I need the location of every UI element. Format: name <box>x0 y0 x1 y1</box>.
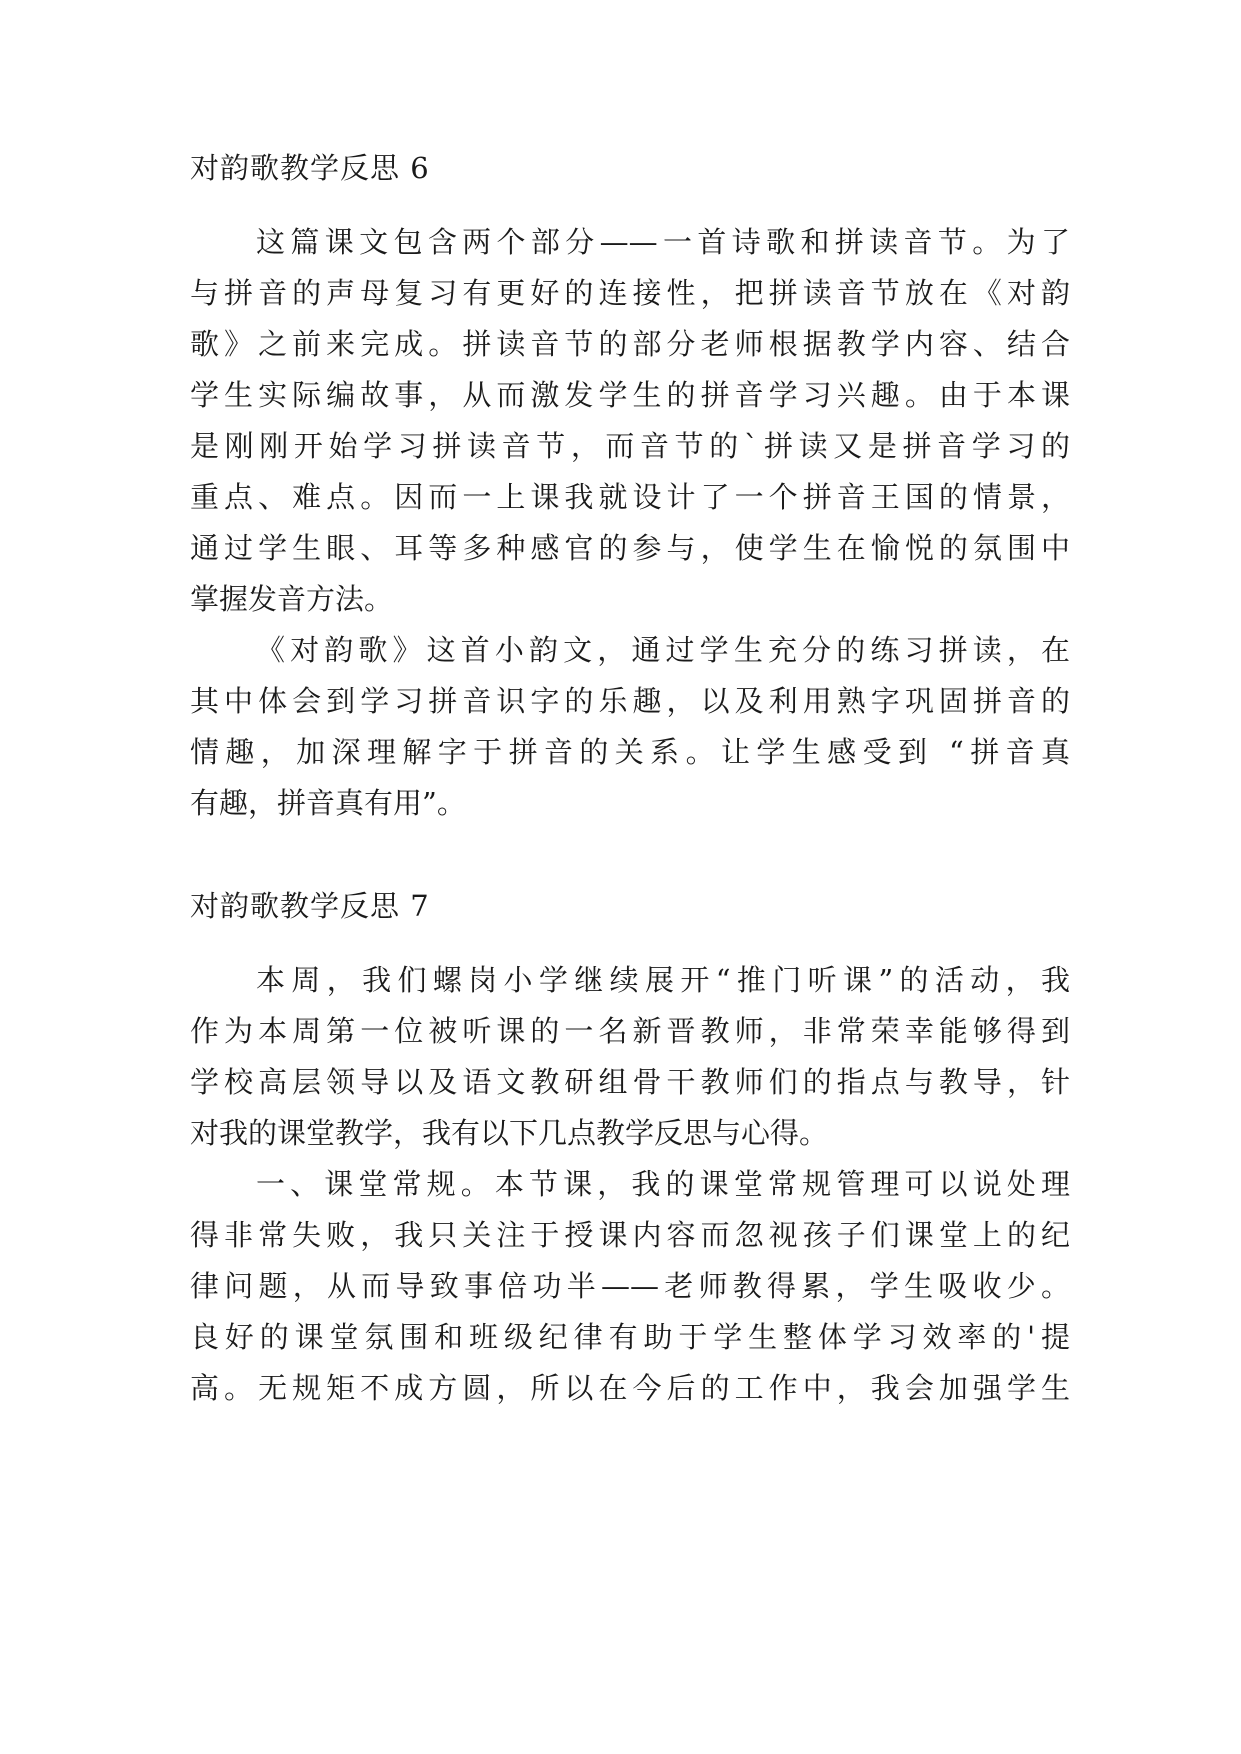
paragraph-line: 良好的课堂氛围和班级纪律有助于学生整体学习效率的'提 <box>190 1320 1070 1354</box>
section-heading: 对韵歌教学反思 7 <box>190 889 430 923</box>
paragraph-line: 这篇课文包含两个部分——一首诗歌和拼读音节。为了 <box>256 225 1070 259</box>
paragraph-line: 学生实际编故事，从而激发学生的拼音学习兴趣。由于本课 <box>190 378 1070 412</box>
paragraph-line: 情趣，加深理解字于拼音的关系。让学生感受到 “拼音真 <box>190 735 1070 769</box>
paragraph-line: 其中体会到学习拼音识字的乐趣，以及利用熟字巩固拼音的 <box>190 684 1070 718</box>
paragraph-line: 掌握发音方法。 <box>190 582 394 616</box>
paragraph-line: 歌》之前来完成。拼读音节的部分老师根据教学内容、结合 <box>190 327 1070 361</box>
paragraph-line: 高。无规矩不成方圆，所以在今后的工作中，我会加强学生 <box>190 1371 1070 1405</box>
paragraph-line: 与拼音的声母复习有更好的连接性，把拼读音节放在《对韵 <box>190 276 1070 310</box>
paragraph-line: 律问题，从而导致事倍功半——老师教得累，学生吸收少。 <box>190 1269 1070 1303</box>
paragraph-line: 本周，我们螺岗小学继续展开“推门听课”的活动，我 <box>256 963 1070 997</box>
paragraph-line: 《对韵歌》这首小韵文，通过学生充分的练习拼读，在 <box>256 633 1070 667</box>
paragraph-line: 重点、难点。因而一上课我就设计了一个拼音王国的情景， <box>190 480 1070 514</box>
paragraph-line: 得非常失败，我只关注于授课内容而忽视孩子们课堂上的纪 <box>190 1218 1070 1252</box>
section-heading: 对韵歌教学反思 6 <box>190 151 430 185</box>
paragraph-line: 作为本周第一位被听课的一名新晋教师，非常荣幸能够得到 <box>190 1014 1070 1048</box>
paragraph-line: 有趣，拼音真有用”。 <box>190 786 466 820</box>
paragraph-line: 通过学生眼、耳等多种感官的参与，使学生在愉悦的氛围中 <box>190 531 1070 565</box>
paragraph-line: 学校高层领导以及语文教研组骨干教师们的指点与教导，针 <box>190 1065 1070 1099</box>
paragraph-line: 对我的课堂教学，我有以下几点教学反思与心得。 <box>190 1116 829 1150</box>
paragraph-line: 是刚刚开始学习拼读音节，而音节的`拼读又是拼音学习的 <box>190 429 1070 463</box>
paragraph-line: 一、课堂常规。本节课，我的课堂常规管理可以说处理 <box>256 1167 1070 1201</box>
